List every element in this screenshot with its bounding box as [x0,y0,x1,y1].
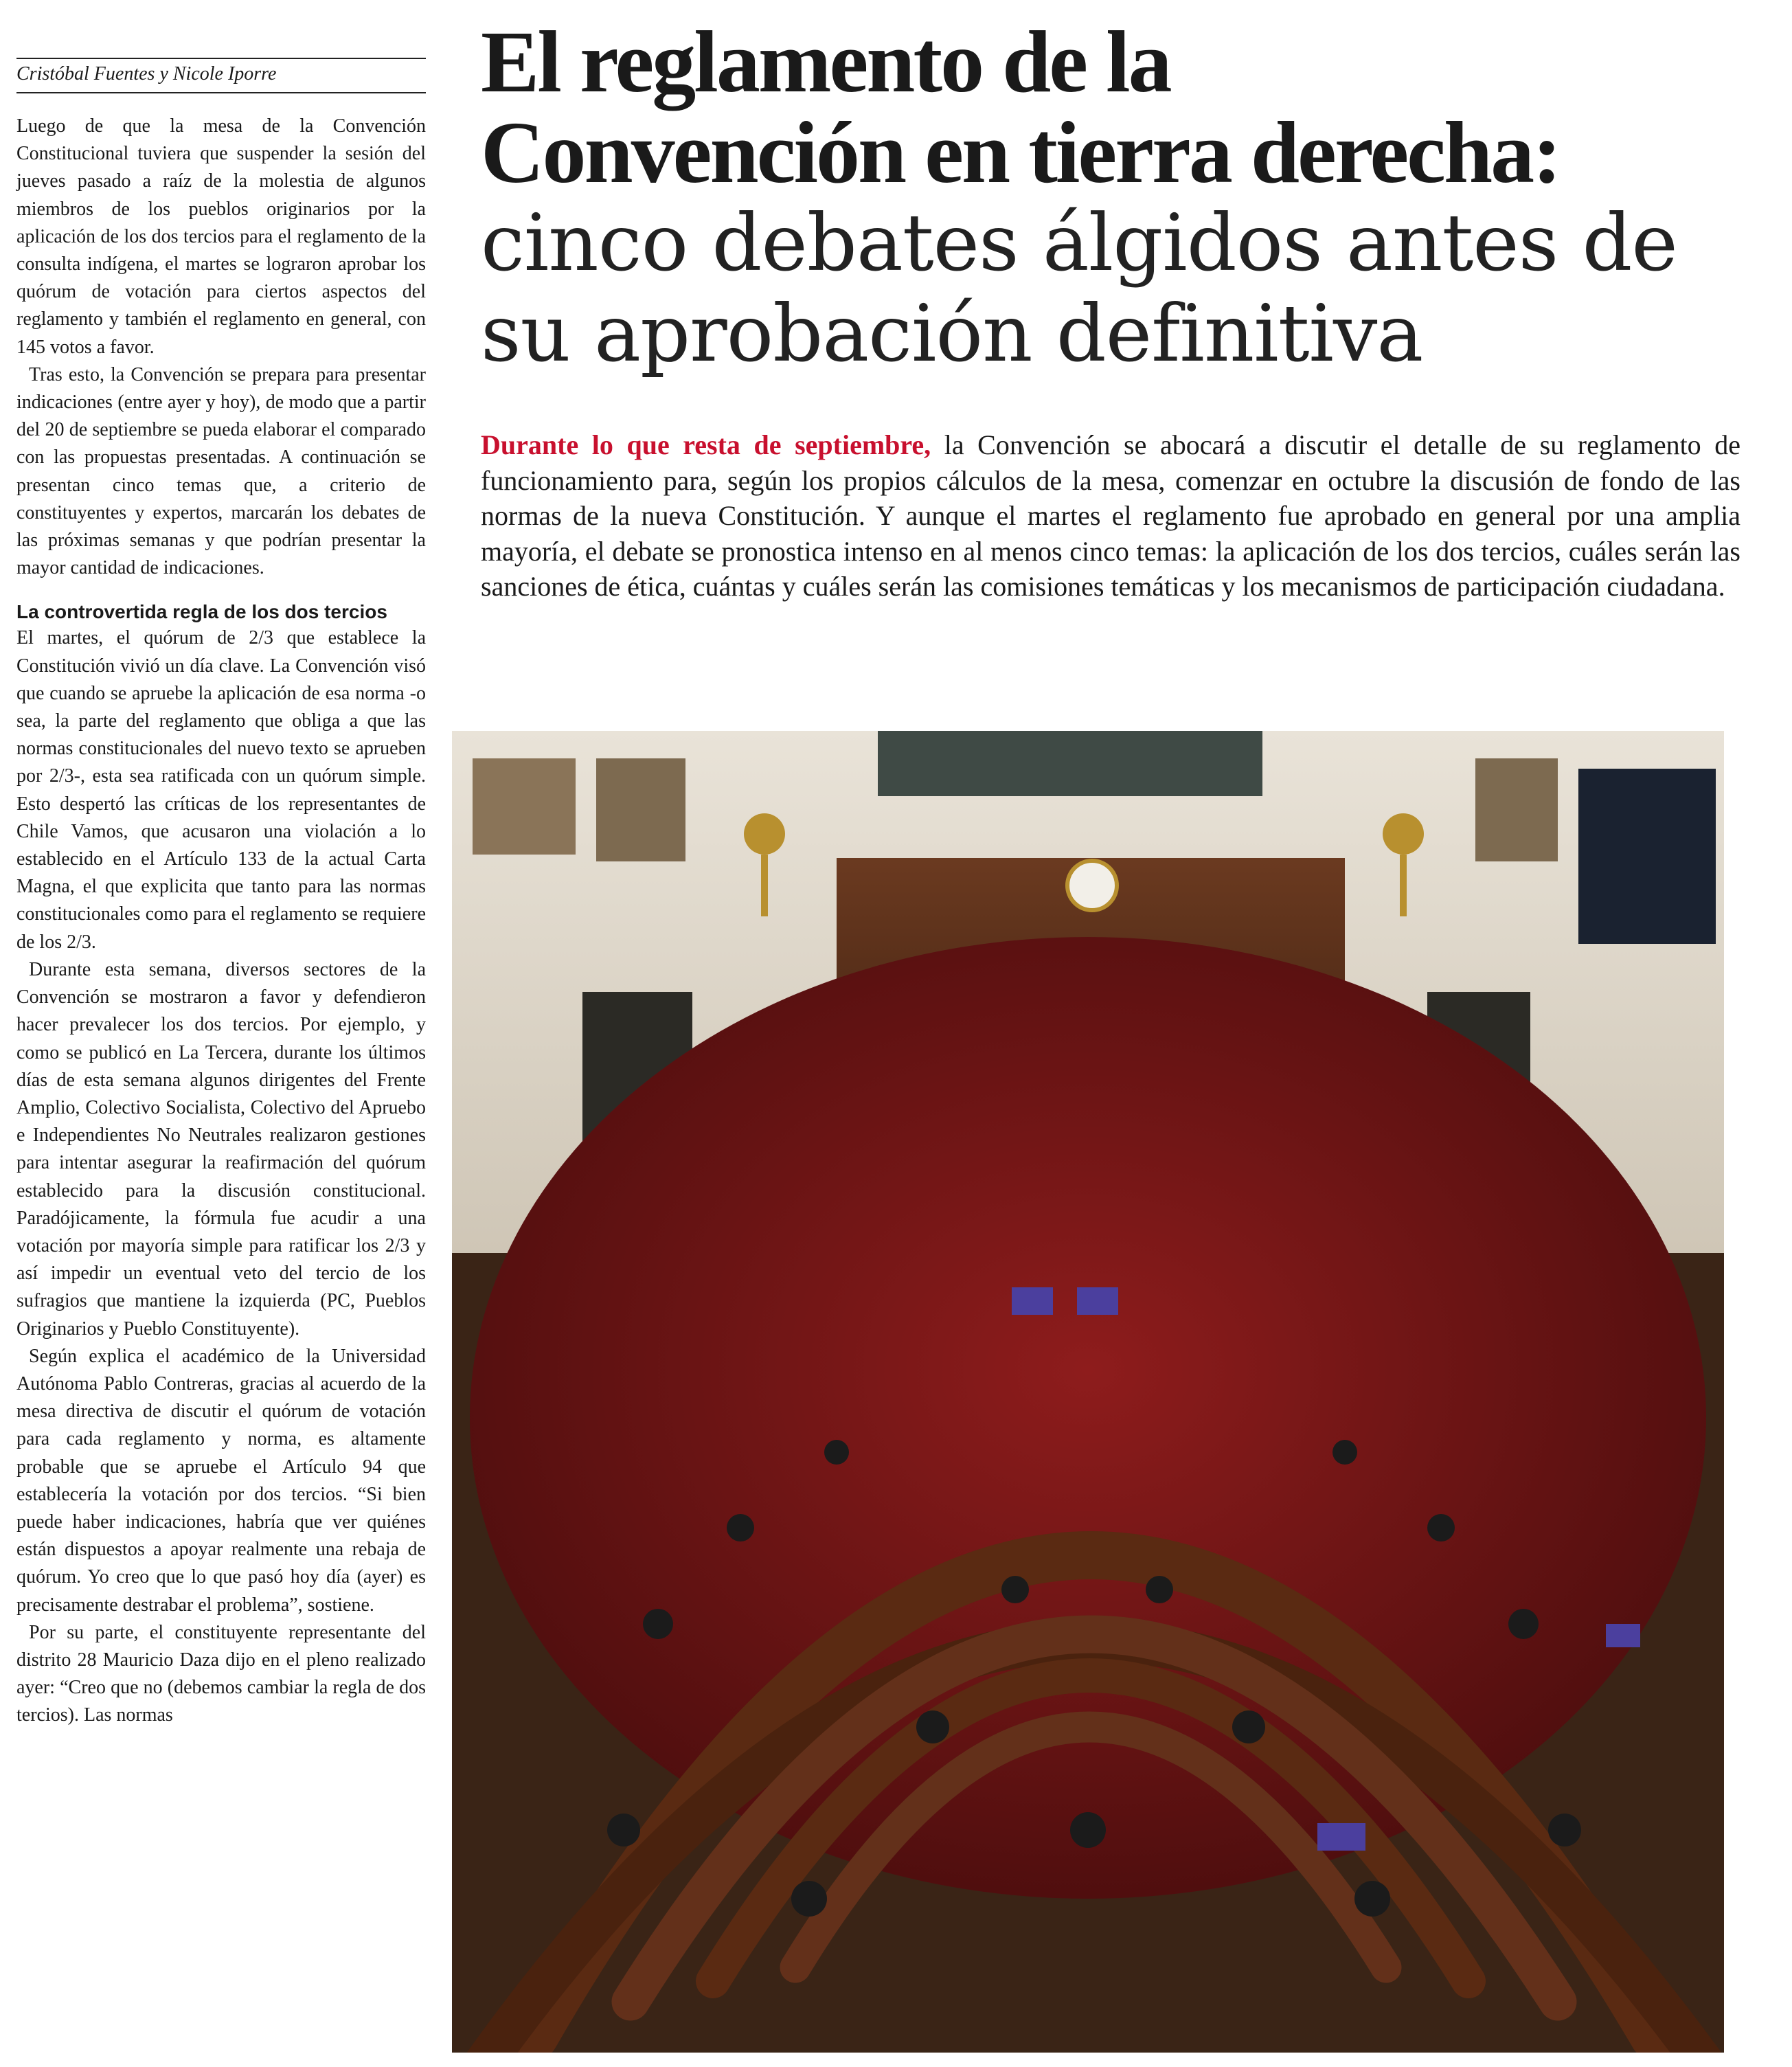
headline-line-2: Convención en tierra derecha: [481,104,1560,201]
section-subhead: La controvertida regla de los dos tercios [16,601,387,623]
headline-line-1: El reglamento de la [481,13,1170,111]
body-paragraph-2: Tras esto, la Convención se prepara para presentar indicaciones (entre ayer y hoy), de modo que a partir del 20 de septiembre se pueda elaborar el comparado con las propuestas presentadas. A continuación se presentan cinco temas que, a criterio de constituyentes y expertos, marcarán los debates de las próximas semanas y que podrían presentar la mayor cantidad de indicaciones. [16,363,426,579]
body-paragraph-4: Durante esta semana, diversos sectores de la Convención se mostraron a favor y defendieron hacer prevalecer los dos tercios. Por ejemplo, y como se publicó en La Tercera, durante los últimos días de esta semana algunos dirigentes del Frente Amplio, Colectivo Socialista, Colectivo del Apruebo e Independientes No Neutrales realizaron gestiones para intentar asegurar la reafirmación del quórum establecido para la discusión constitucional. Paradójicamente, la fórmula fue acudir a una votación por mayoría simple para ratificar los 2/3 y así impedir un eventual veto del tercio de los sufragios que mantiene la izquierda (PC, Pueblos Originarios y Pueblo Constituyente). [16,958,426,1340]
lead-paragraph [481,427,1740,605]
body-paragraph-1: Luego de que la mesa de la Convención Constitucional tuviera que suspender la sesión del jueves pasado a raíz de la molestia de algunos miembros de los pueblos originarios por la aplicación de los dos tercios para el reglamento de la consulta indígena, el martes se lograron aprobar los quórum de votación para ciertos aspectos del reglamento y también el reglamento en general, con 145 votos a favor. [16,115,426,358]
lead-highlight: Durante lo que resta de septiembre, [481,429,931,460]
body-paragraph-6: Por su parte, el constituyente representante del distrito 28 Mauricio Daza dijo en el pleno realizado ayer: “Creo que no (debemos cambiar la regla de dos tercios). Las normas [16,1621,426,1726]
body-paragraph-5: Según explica el académico de la Universidad Autónoma Pablo Contreras, gracias al acuerdo de la mesa directiva de discutir el quórum de votación para cada reglamento y norma, es altamente probable que se apruebe el Artículo 94 que establecería la votación por dos tercios. “Si bien puede haber indicaciones, habría que ver quiénes están dispuestos a apoyar realmente una rebaja de quórum. Yo creo que lo que pasó hoy día (ayer) es precisamente destrabar el problema”, sostiene. [16,1345,426,1616]
convention-chamber-photo [452,731,1724,2053]
headline-line-4: su aprobación definitiva [481,288,1423,379]
chamber-illustration [452,731,1724,2053]
lead-text: la Convención se abocará a discutir el detalle de su reglamento de funcionamiento para, según los propios cálculos de la mesa, comenzar en octubre la discusión de fondo de las normas de la nueva Constitución. Y aunque el martes el reglamento fue aprobado en general por una amplia mayoría, el debate se pronostica intenso en al menos cinco temas: la aplicación de los dos tercios, cuáles serán las sanciones de ética, cuántas y cuáles serán las comisiones temáticas y los mecanismos de participación ciudadana. [481,429,1741,602]
headline [481,13,1772,379]
headline-line-3: cinco debates álgidos antes de [481,197,1677,289]
body-paragraph-3: El martes, el quórum de 2/3 que establece la Constitución vivió un día clave. La Convención visó que cuando se apruebe la aplicación de esa norma -o sea, la parte del reglamento que obliga a que las normas constitucionales del nuevo texto se aprueben por 2/3-, esta sea ratificada con un quórum simple. Esto despertó las críticas de los representantes de Chile Vamos, que acusaron una violación a lo establecido en el Artículo 133 de la actual Carta Magna, el que explicita que tanto para las normas constitucionales como para el reglamento se requiere de los 2/3. [16,627,426,953]
byline: Cristóbal Fuentes y Nicole Iporre [16,58,426,93]
left-column [16,58,426,1730]
